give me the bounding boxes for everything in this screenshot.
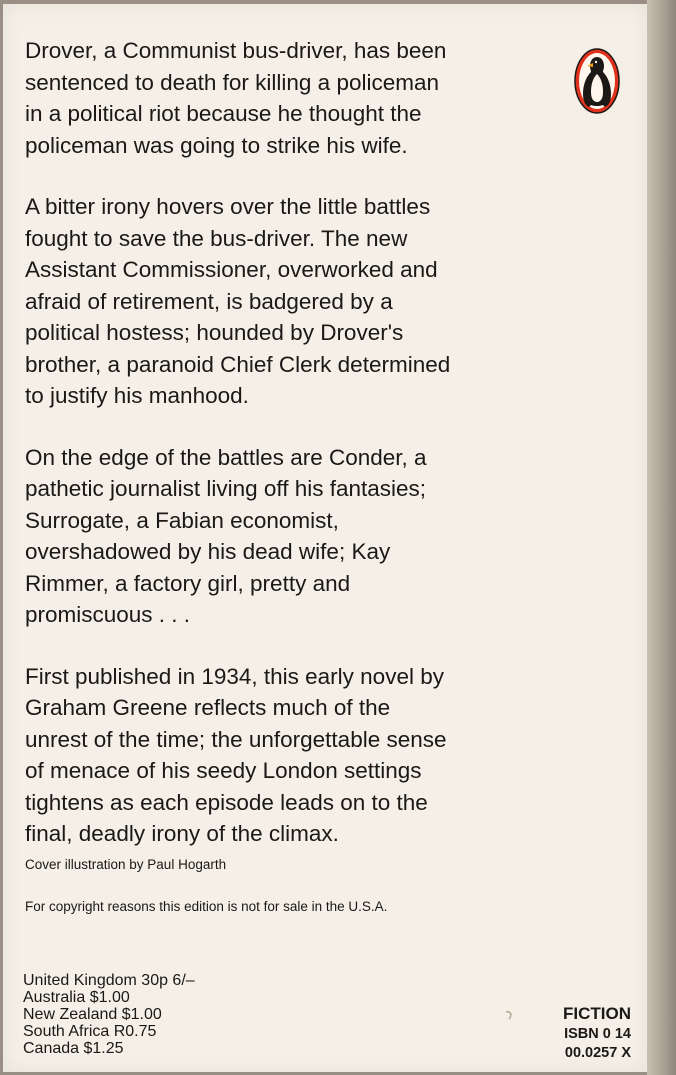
copyright-notice: For copyright reasons this edition is not for sale in the U.S.A.	[25, 899, 388, 914]
blurb-line: final, deadly irony of the climax.	[25, 821, 339, 846]
blurb-paragraph	[25, 661, 565, 850]
blurb-line: policeman was going to strike his wife.	[25, 132, 408, 158]
blurb-line: Graham Greene reflects much of the	[25, 695, 391, 720]
blurb-paragraph	[25, 191, 565, 412]
penguin-icon	[573, 47, 621, 115]
blurb-line: Assistant Commissioner, overworked and	[25, 257, 438, 282]
price-list	[23, 972, 195, 1057]
blurb-line: sentenced to death for killing a policeman	[25, 69, 440, 95]
blurb-line: promiscuous . . .	[25, 602, 191, 627]
blurb-line: Surrogate, a Fabian economist,	[25, 507, 339, 533]
page-edge	[647, 0, 676, 1075]
blurb-line: afraid of retirement, is badgered by a	[25, 288, 393, 314]
isbn-line: ISBN 0 14	[564, 1026, 631, 1042]
blurb-paragraph	[25, 35, 565, 161]
blurb-line: A bitter irony hovers over the little battles	[25, 194, 431, 219]
blurb-line: brother, a paranoid Chief Clerk determined	[25, 351, 451, 377]
blurb-line: pathetic journalist living off his fantasies;	[25, 476, 427, 501]
price-item: United Kingdom 30p 6/–	[23, 972, 195, 989]
illustration-credit: Cover illustration by Paul Hogarth	[25, 857, 227, 872]
blurb-line: Drover, a Communist bus-driver, has been	[25, 38, 447, 63]
genre-label: FICTION	[563, 1004, 631, 1023]
price-item: Canada $1.25	[23, 1040, 124, 1057]
blurb-line: fought to save the bus-driver. The new	[25, 225, 408, 251]
blurb-line: First published in 1934, this early novel by	[25, 663, 444, 689]
price-item: Australia $1.00	[23, 989, 130, 1006]
blurb-text	[25, 35, 565, 850]
blurb-line: of menace of his seedy London settings	[25, 758, 422, 783]
blurb-line: unrest of the time; the unforgettable sense	[25, 726, 447, 752]
blurb-paragraph	[25, 442, 565, 631]
blurb-line: On the edge of the battles are Conder, a	[25, 444, 427, 470]
blurb-line: Rimmer, a factory girl, pretty and	[25, 570, 351, 596]
blurb-line: to justify his manhood.	[25, 383, 249, 408]
blurb-line: in a political riot because he thought the	[25, 101, 422, 126]
price-item: South Africa R0.75	[23, 1023, 157, 1040]
isbn-line: 00.0257 X	[564, 1045, 631, 1061]
blurb-line: tightens as each episode leads on to the	[25, 789, 428, 815]
blurb-line: political hostess; hounded by Drover's	[25, 320, 404, 345]
classification-block	[511, 1003, 631, 1063]
blurb-line: overshadowed by his dead wife; Kay	[25, 539, 391, 564]
price-item: New Zealand $1.00	[23, 1006, 162, 1023]
